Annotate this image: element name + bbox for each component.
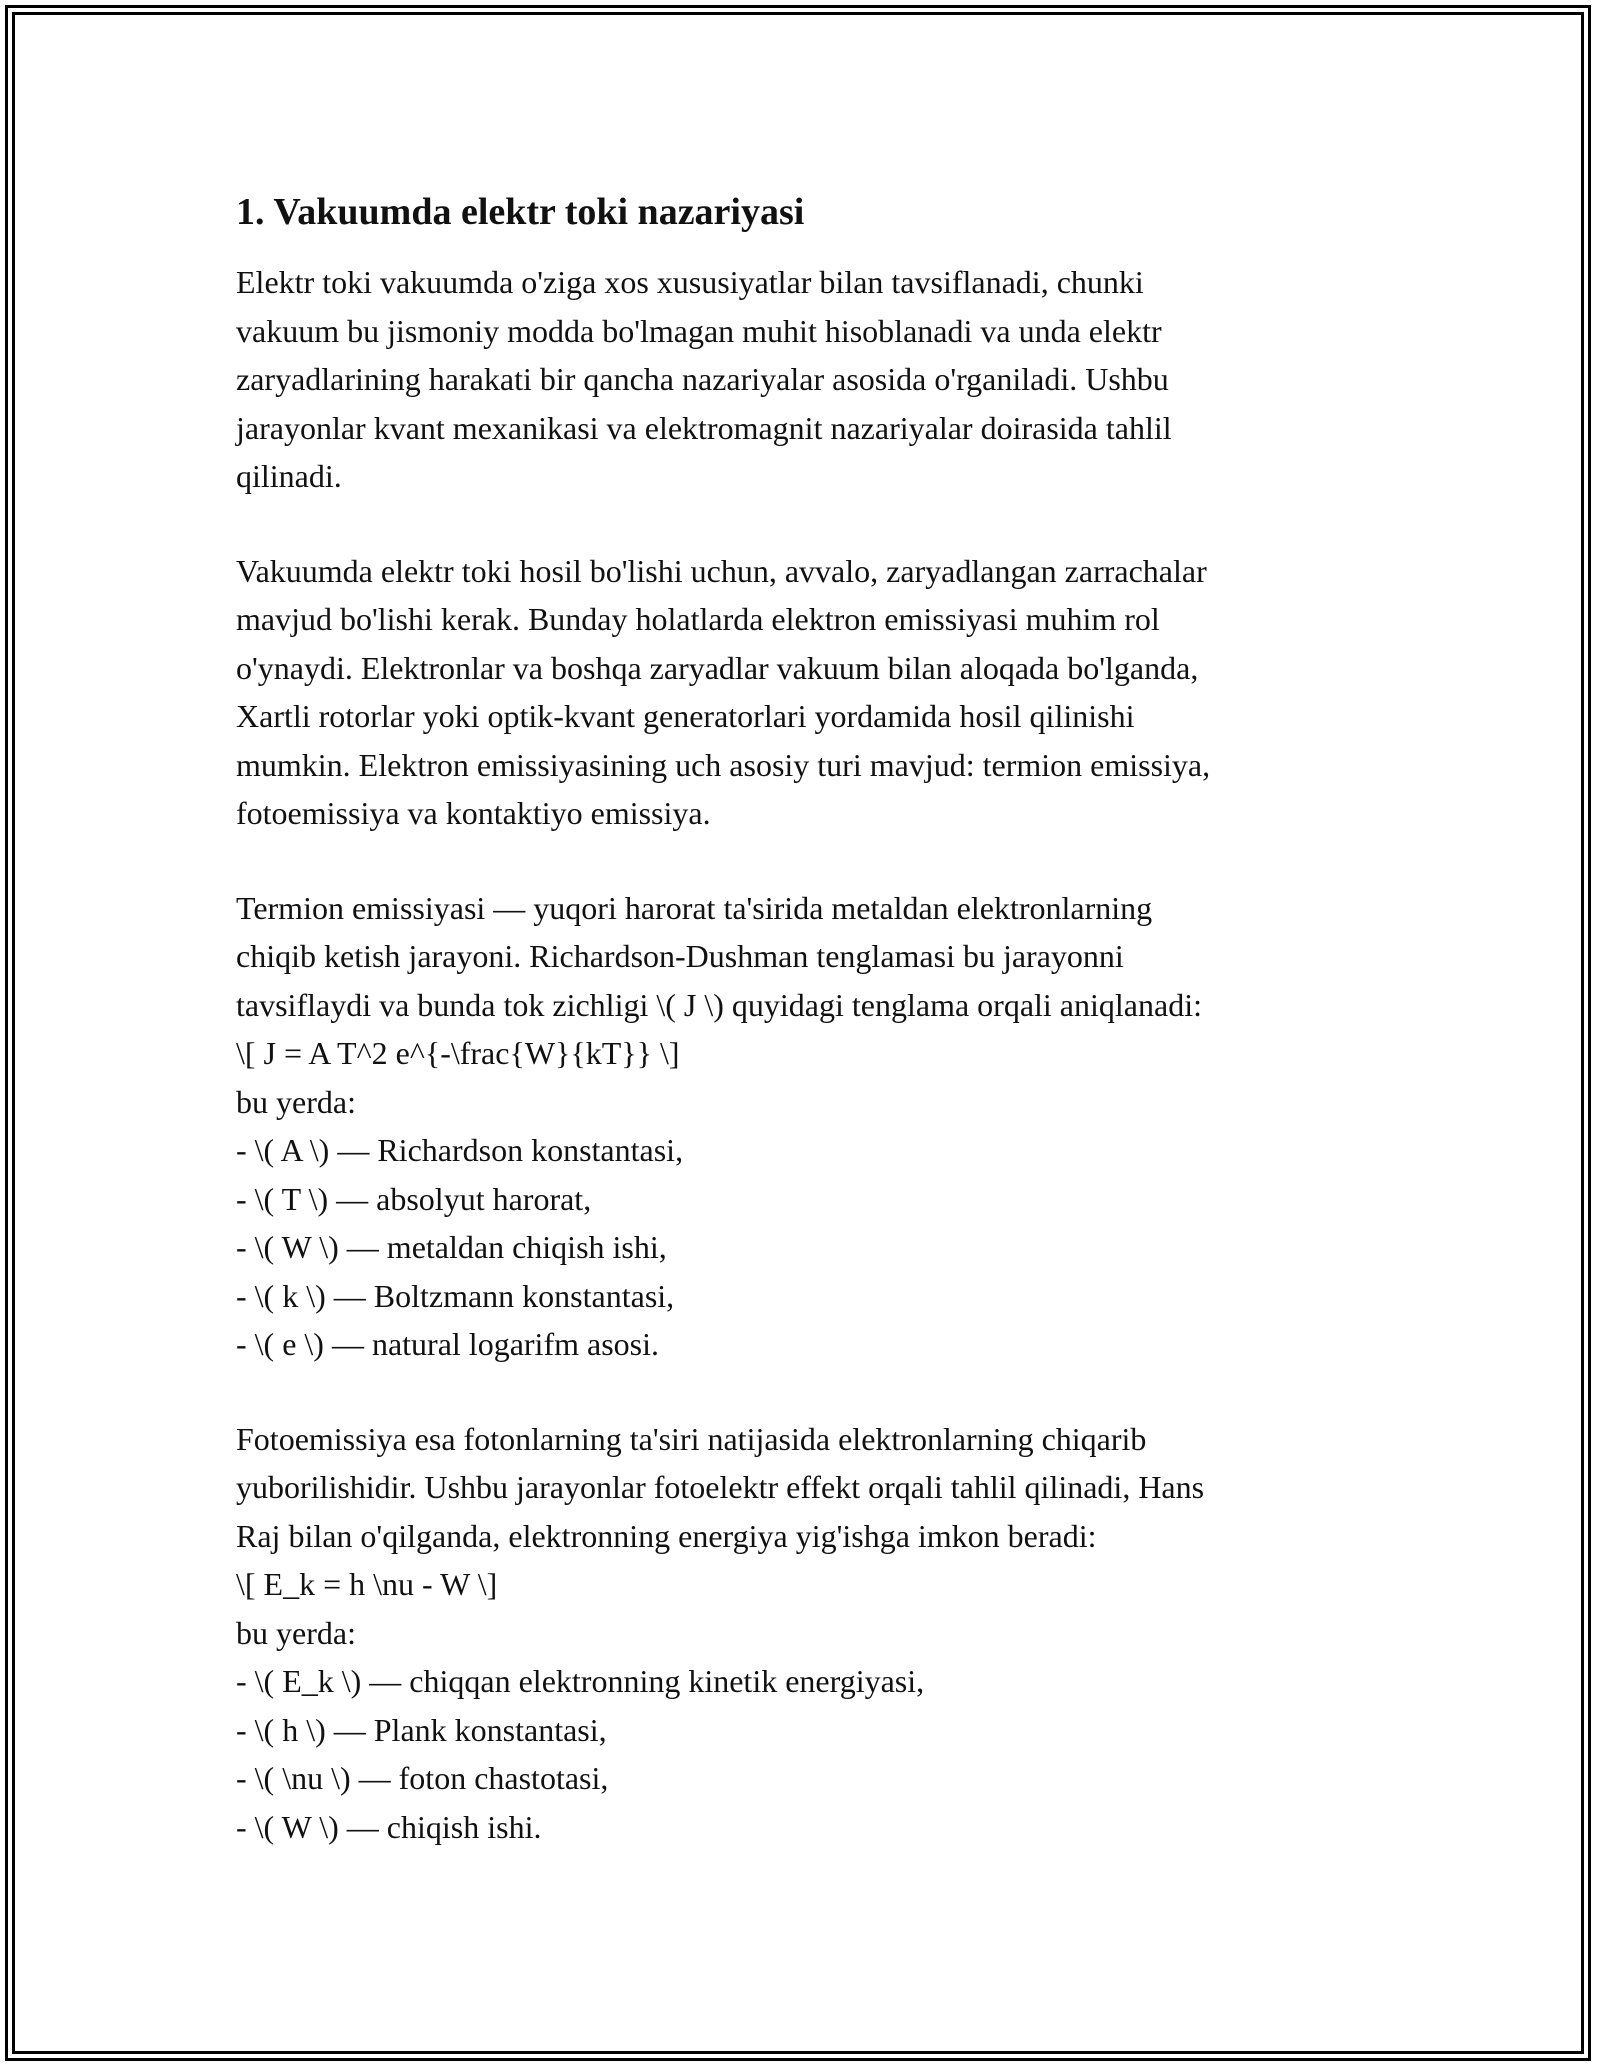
line: Vakuumda elektr toki hosil bo'lishi uchun, avvalo, zaryadlangan zarrachalar [236, 552, 1207, 589]
list-item: - \( W \) — metaldan chiqish ishi, [236, 1229, 667, 1265]
list-item: - \( e \) — natural logarifm asosi. [236, 1326, 659, 1362]
list-item: - \( A \) — Richardson konstantasi, [236, 1132, 684, 1168]
line: zaryadlarining harakati bir qancha nazariyalar asosida o'rganiladi. Ushbu [236, 361, 1169, 397]
list-item: - \( h \) — Plank konstantasi, [236, 1711, 607, 1748]
line: fotoemissiya va kontaktiyo emissiya. [236, 795, 711, 831]
line: Fotoemissiya esa fotonlarning ta'siri natijasida elektronlarning chiqarib [236, 1420, 1147, 1457]
paragraph-gap [236, 1369, 1366, 1415]
paragraph-thermionic [236, 884, 1366, 1369]
list-item: - \( k \) — Boltzmann konstantasi, [236, 1277, 675, 1314]
line: o'ynaydi. Elektronlar va boshqa zaryadlar vakuum bilan aloqada bo'lganda, [236, 649, 1199, 686]
line: yuborilishidir. Ushbu jarayonlar fotoelektr effekt orqali tahlil qilinadi, Hans [236, 1469, 1205, 1505]
line: jarayonlar kvant mexanikasi va elektromagnit nazariyalar doirasida tahlil [236, 409, 1172, 446]
line: Elektr toki vakuumda o'ziga xos xususiyatlar bilan tavsiflanadi, chunki [236, 264, 1144, 300]
paragraph-intro [236, 258, 1366, 501]
section-heading: 1. Vakuumda elektr toki nazariyasi [236, 191, 805, 233]
formula-photoelectric: \[ E_k = h \nu - W \] [236, 1566, 498, 1602]
line: mumkin. Elektron emissiyasining uch asosiy turi mavjud: termion emissiya, [236, 746, 1211, 783]
formula-richardson: \[ J = A T^2 e^{-\frac{W}{kT}} \] [236, 1035, 680, 1071]
line: bu yerda: [236, 1614, 356, 1651]
line: tavsiflaydi va bunda tok zichligi \( J \) quyidagi tenglama orqali aniqlanadi: [236, 986, 1202, 1023]
paragraph-gap [236, 501, 1366, 547]
line: Termion emissiyasi — yuqori harorat ta'sirida metaldan elektronlarning [236, 889, 1153, 926]
line: Raj bilan o'qilganda, elektronning energiya yig'ishga imkon beradi: [236, 1517, 1097, 1554]
line: bu yerda: [236, 1083, 356, 1120]
line: Xartli rotorlar yoki optik-kvant generatorlari yordamida hosil qilinishi [236, 698, 1135, 734]
line: qilinadi. [236, 458, 342, 494]
line: mavjud bo'lishi kerak. Bunday holatlarda elektron emissiyasi muhim rol [236, 601, 1160, 637]
list-item: - \( T \) — absolyut harorat, [236, 1180, 592, 1217]
paragraph-photoemission [236, 1415, 1366, 1852]
paragraph-gap [236, 838, 1366, 884]
line: vakuum bu jismoniy modda bo'lmagan muhit hisoblanadi va unda elektr [236, 312, 1162, 349]
paragraph-emission [236, 547, 1366, 838]
list-item: - \( W \) — chiqish ishi. [236, 1808, 542, 1845]
document-body [236, 188, 1366, 1851]
list-item: - \( E_k \) — chiqqan elektronning kinetik energiyasi, [236, 1663, 925, 1699]
line: chiqib ketish jarayoni. Richardson-Dushman tenglamasi bu jarayonni [236, 938, 1124, 974]
list-item: - \( \nu \) — foton chastotasi, [236, 1760, 609, 1796]
